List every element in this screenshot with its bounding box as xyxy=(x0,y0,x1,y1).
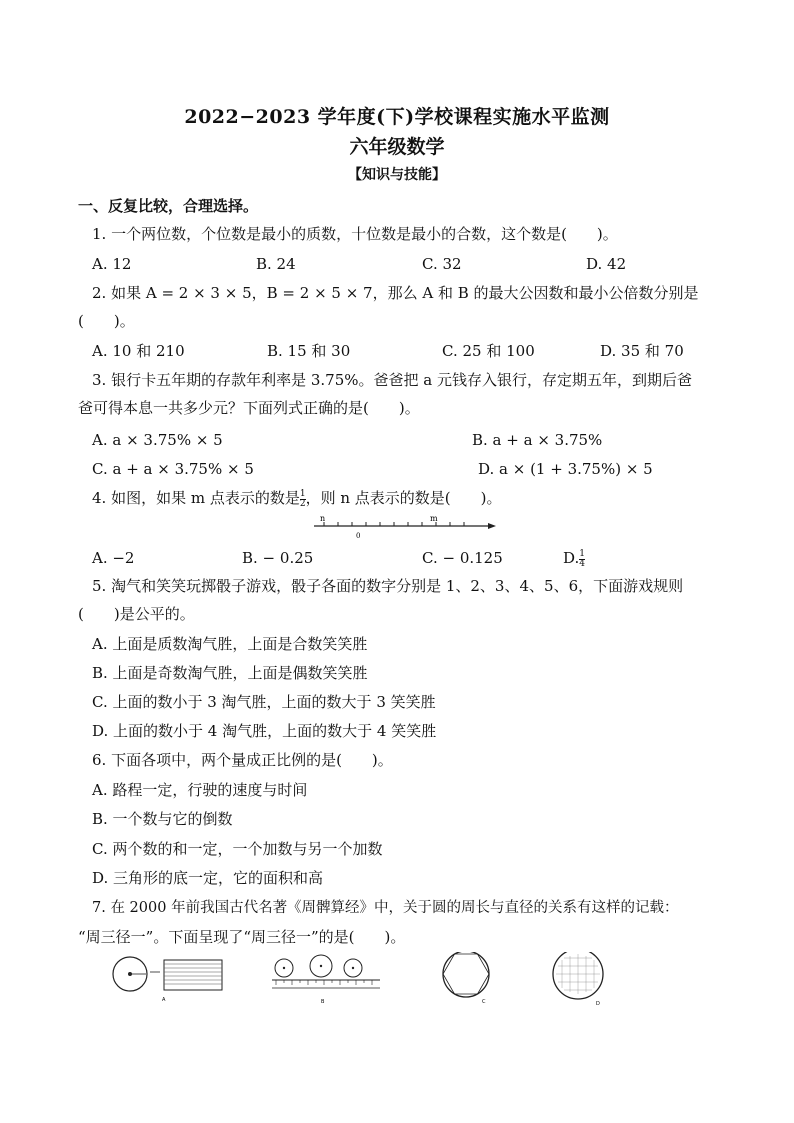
question-6-stem: 6. 下面各项中，两个量成正比例的是( )。 xyxy=(92,751,393,769)
q1-option-a: A. 12 xyxy=(92,255,132,273)
q3-option-a: A. a × 3.75% × 5 xyxy=(92,431,223,449)
question-1-stem: 1. 一个两位数，个位数是最小的质数，十位数是最小的合数，这个数是( )。 xyxy=(92,225,618,243)
figure-c-label: C xyxy=(482,999,486,1005)
fraction-numerator: 1 xyxy=(299,488,306,499)
section-heading: 一、反复比较，合理选择。 xyxy=(78,197,259,215)
question-5-stem-cont: ( )是公平的。 xyxy=(78,605,195,623)
q2-option-c: C. 25 和 100 xyxy=(442,342,535,360)
q4-option-b: B. − 0.25 xyxy=(242,549,314,567)
q3-option-c: C. a + a × 3.75% × 5 xyxy=(92,460,254,478)
q2-option-b: B. 15 和 30 xyxy=(267,342,351,360)
figure-b xyxy=(272,955,380,1005)
fraction-denominator: 2 xyxy=(299,498,306,509)
q2-option-a: A. 10 和 210 xyxy=(92,342,185,360)
q4-option-a: A. −2 xyxy=(92,549,135,567)
q7-figures xyxy=(108,952,678,1010)
fraction-denominator: 4 xyxy=(579,558,585,569)
figure-c xyxy=(443,952,489,1005)
q4-stem-part1: 4. 如图，如果 m 点表示的数是 xyxy=(92,489,300,507)
question-7-stem-cont: “周三径一”。下面呈现了“周三径一”的是( )。 xyxy=(78,928,406,946)
q6-option-a: A. 路程一定，行驶的速度与时间 xyxy=(92,781,308,799)
q5-option-b: B. 上面是奇数淘气胜，上面是偶数笑笑胜 xyxy=(92,664,368,682)
question-3-stem: 3. 银行卡五年期的存款年利率是 3.75%。爸爸把 a 元钱存入银行，存定期五年，到期后爸 xyxy=(92,371,692,389)
q4-option-d-fraction xyxy=(579,550,585,569)
question-2-stem: 2. 如果 A = 2 × 3 × 5，B = 2 × 5 × 7，那么 A 和 B 的最大公因数和最小公倍数分别是 xyxy=(92,284,699,302)
question-4-stem xyxy=(92,488,501,509)
fraction-numerator: 1 xyxy=(579,548,585,559)
q1-option-d: D. 42 xyxy=(586,255,627,273)
q4-stem-part2: ，则 n 点表示的数是( )。 xyxy=(305,489,502,507)
q6-option-d: D. 三角形的底一定，它的面积和高 xyxy=(92,869,324,887)
question-3-stem-cont: 爸可得本息一共多少元？下面列式正确的是( )。 xyxy=(78,399,420,417)
q2-option-d: D. 35 和 70 xyxy=(600,342,684,360)
q5-option-a: A. 上面是质数淘气胜，上面是合数笑笑胜 xyxy=(92,635,368,653)
question-2-stem-cont: ( )。 xyxy=(78,312,135,330)
section-tag: 【知识与技能】 xyxy=(348,167,446,183)
zero-label: 0 xyxy=(356,532,361,540)
q5-option-d: D. 上面的数小于 4 淘气胜，上面的数大于 4 笑笑胜 xyxy=(92,722,437,740)
figure-a xyxy=(113,957,222,1003)
q3-option-d: D. a × (1 + 3.75%) × 5 xyxy=(478,460,653,478)
exam-title: 2022−2023 学年度(下)学校课程实施水平监测 xyxy=(184,106,610,128)
q4-option-d xyxy=(563,548,585,569)
figure-d-label: D xyxy=(596,1001,600,1007)
point-n-label: n xyxy=(320,514,326,523)
q1-option-b: B. 24 xyxy=(256,255,296,273)
point-m-label: m xyxy=(430,514,438,523)
q1-option-c: C. 32 xyxy=(422,255,462,273)
q5-option-c: C. 上面的数小于 3 淘气胜，上面的数大于 3 笑笑胜 xyxy=(92,693,436,711)
q4-option-d-label: D. xyxy=(563,549,580,567)
q3-option-b: B. a + a × 3.75% xyxy=(472,431,603,449)
q6-option-b: B. 一个数与它的倒数 xyxy=(92,810,233,828)
arrow-icon xyxy=(488,523,496,529)
figure-a-label: A xyxy=(162,997,166,1003)
figure-d xyxy=(553,952,603,1007)
exam-subtitle: 六年级数学 xyxy=(349,136,445,158)
question-7-stem: 7. 在 2000 年前我国古代名著《周髀算经》中，关于圆的周长与直径的关系有这样的记载： xyxy=(92,900,679,916)
q6-option-c: C. 两个数的和一定，一个加数与另一个加数 xyxy=(92,840,383,858)
q4-option-c: C. − 0.125 xyxy=(422,549,503,567)
figure-b-label: B xyxy=(321,999,325,1005)
number-line-figure xyxy=(310,512,500,542)
question-5-stem: 5. 淘气和笑笑玩掷骰子游戏，骰子各面的数字分别是 1、2、3、4、5、6，下面游戏规则 xyxy=(92,577,684,595)
